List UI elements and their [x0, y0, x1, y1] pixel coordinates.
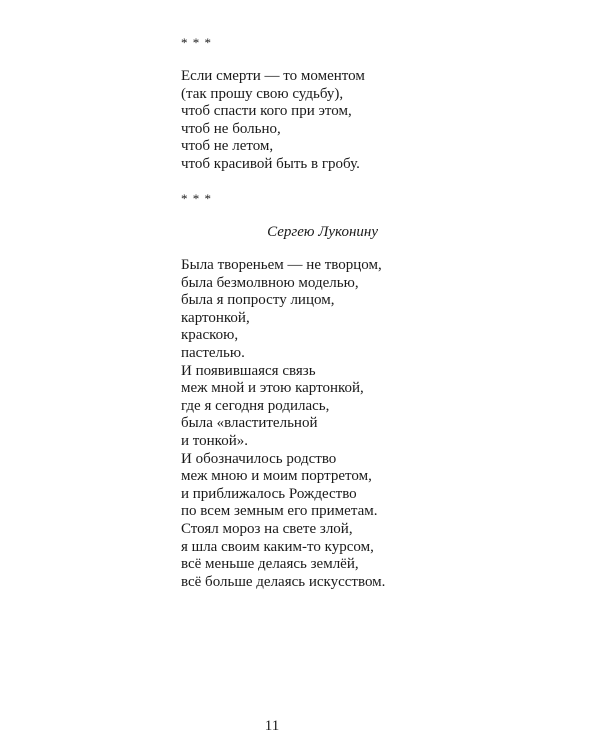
poem-line: всё меньше делаясь землёй, [181, 556, 359, 573]
poem-line: и приближалось Рождество [181, 485, 357, 502]
poem-line: где я сегодня родилась, [181, 397, 330, 414]
poem-line: меж мной и этою картонкой, [181, 380, 364, 397]
page-number: 11 [264, 718, 280, 734]
poem-line: и тонкой». [181, 432, 248, 449]
section-separator: * * * [181, 35, 212, 50]
poem-line: была безмолвною моделью, [181, 274, 359, 291]
poem-line: чтоб не больно, [181, 120, 281, 137]
poem-line: пастелью. [181, 344, 245, 361]
poem-line: была «властительной [181, 415, 318, 432]
poem-line: чтоб красивой быть в гробу. [181, 155, 360, 172]
poem-line: меж мною и моим портретом, [181, 468, 372, 485]
poem-line: чтоб не летом, [181, 138, 274, 155]
poem-line: И обозначилось родство [181, 450, 337, 467]
poem-line: картонкой, [181, 309, 250, 326]
poem-line: чтоб спасти кого при этом, [181, 103, 352, 120]
poem-line: всё больше делаясь искусством. [181, 573, 386, 590]
poem-2 [181, 257, 385, 591]
poem-line: я шла своим каким-то курсом, [181, 538, 374, 555]
poem-line: краскою, [181, 327, 239, 344]
poem-line: Если смерти — то моментом [181, 68, 365, 84]
poem-line: была я попросту лицом, [181, 292, 335, 309]
poem-line: (так прошу свою судьбу), [181, 85, 344, 102]
poem-line: И появившаяся связь [181, 362, 316, 379]
section-separator: * * * [181, 191, 212, 206]
dedication: Сергею Луконину [267, 224, 378, 240]
poem-line: по всем земным его приметам. [181, 503, 378, 520]
poem-line: Была твореньем — не творцом, [181, 257, 382, 273]
poem-1 [181, 68, 365, 174]
poem-line: Стоял мороз на свете злой, [181, 520, 353, 537]
